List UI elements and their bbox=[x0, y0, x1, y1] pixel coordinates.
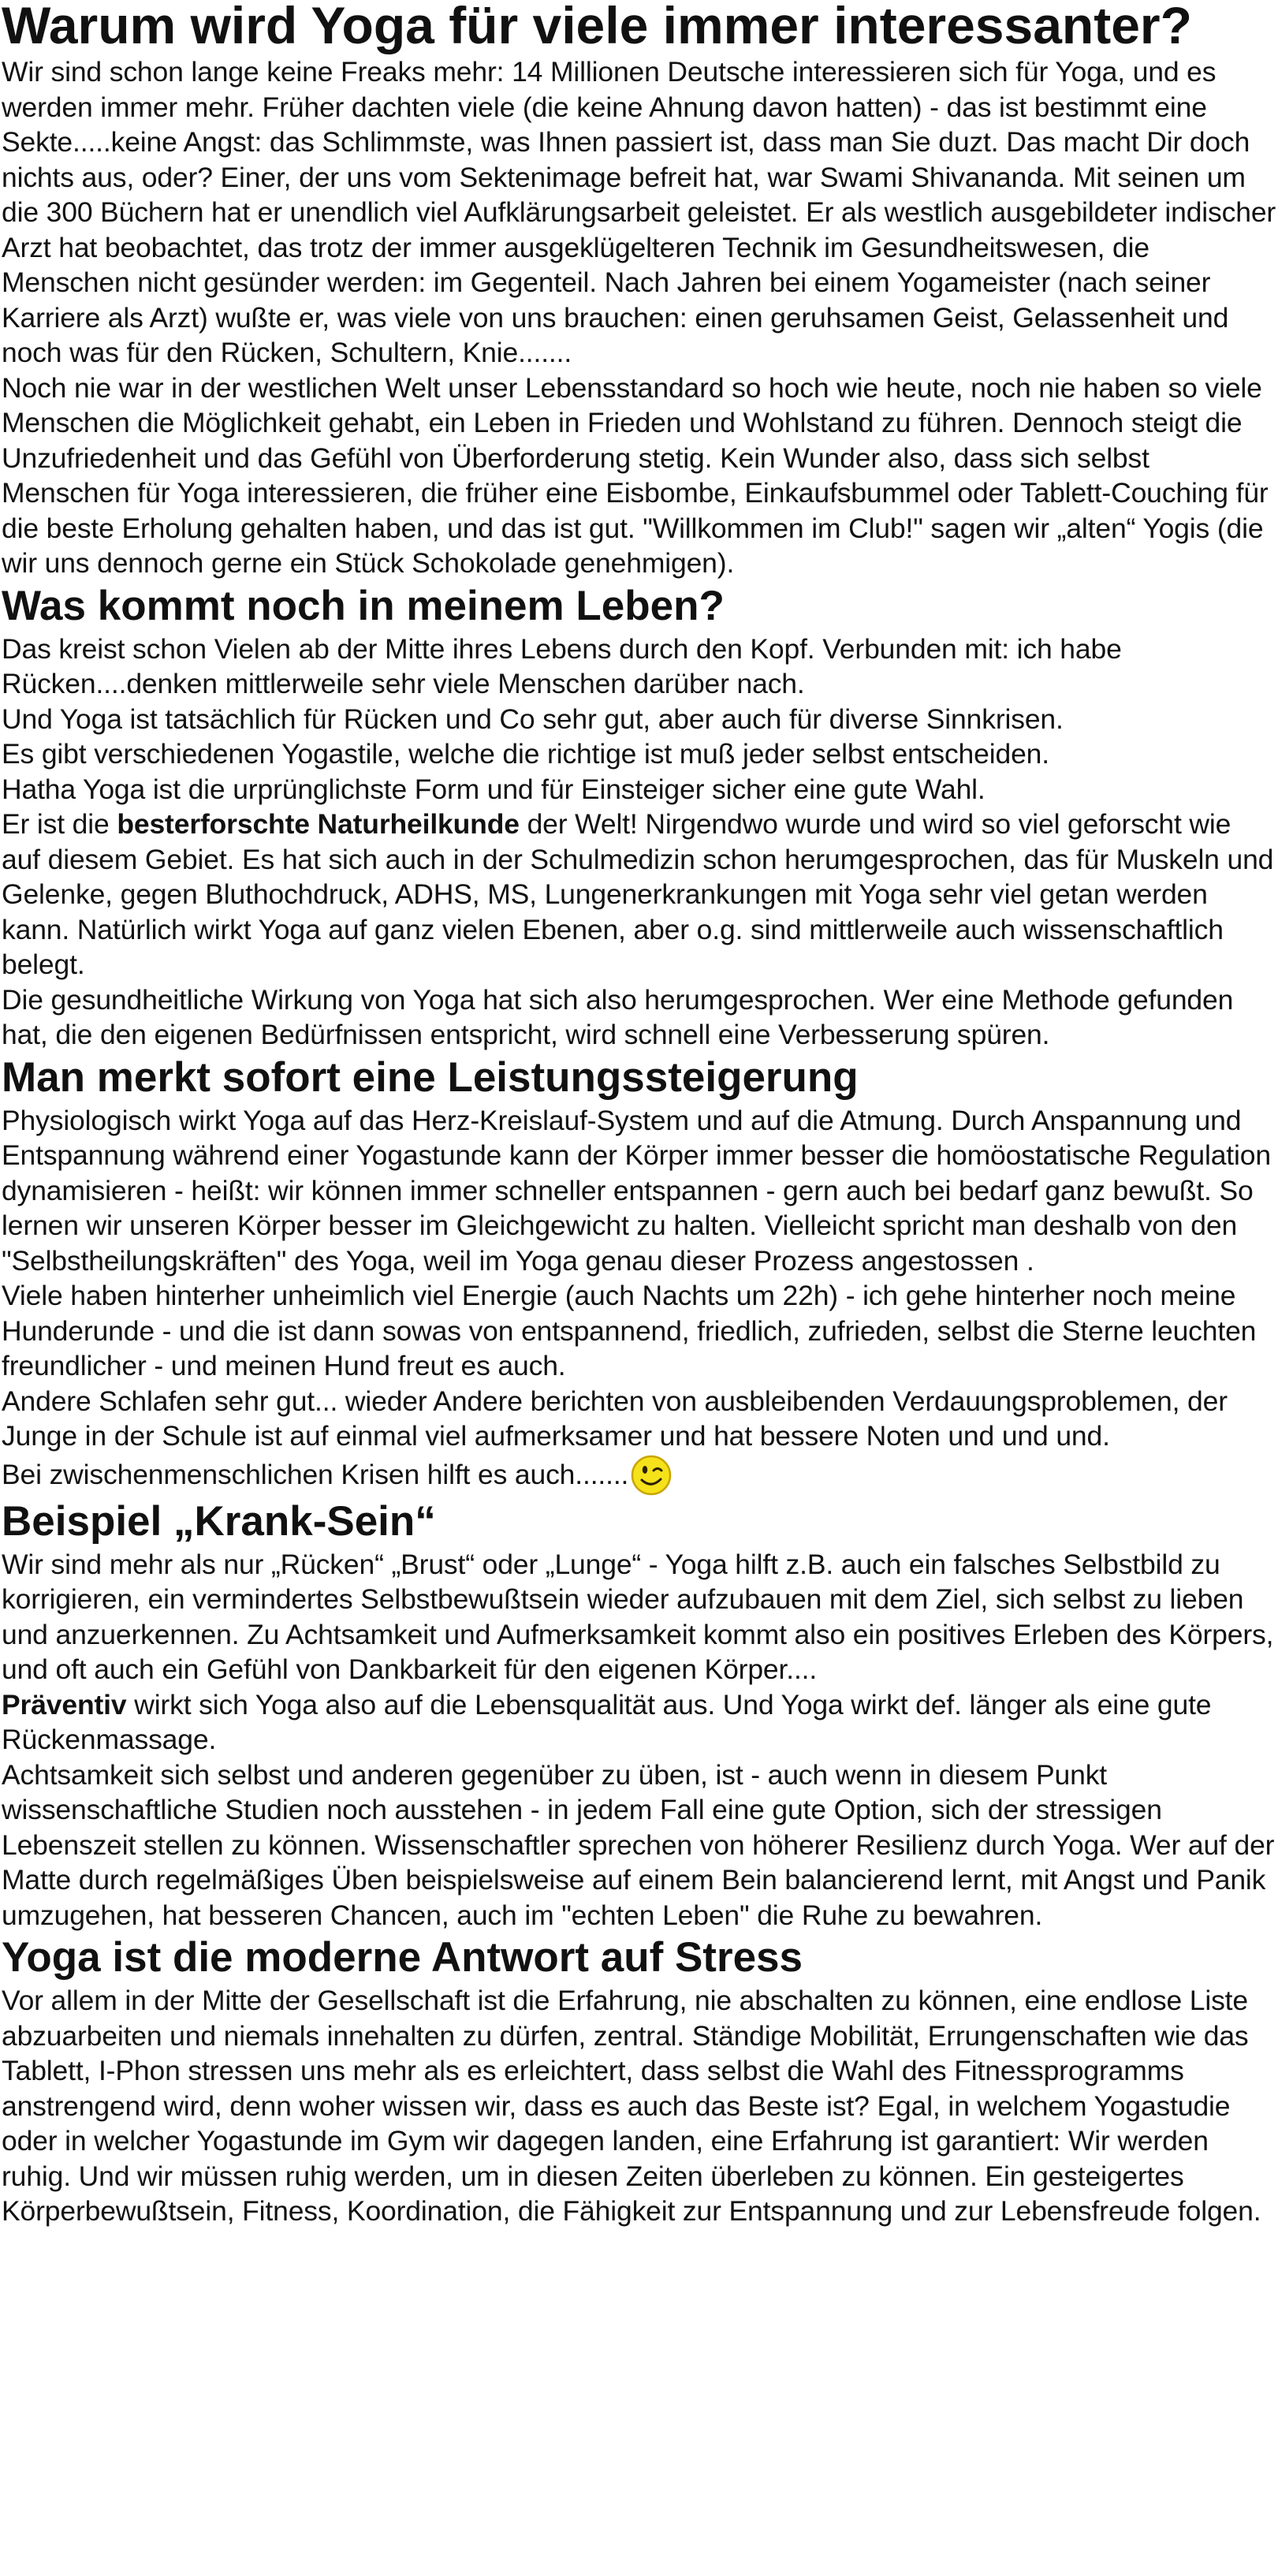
leben-paragraph-1: Das kreist schon Vielen ab der Mitte ihres Lebens durch den Kopf. Verbunden mit: ich habe Rücken....denken mittlerweile sehr viele Menschen darüber nach. bbox=[2, 632, 1122, 699]
leistung-paragraph-2: Viele haben hinterher unheimlich viel Energie (auch Nachts um 22h) - ich gehe hinterher noch meine Hunderunde - und die ist dann sowas von entspannend, friedlich, zufrieden, selbst die Sterne leuchten freundlicher - und meinen Hund freut es auch. bbox=[2, 1280, 1257, 1381]
intro-paragraph-1: Wir sind schon lange keine Freaks mehr: 14 Millionen Deutsche interessieren sich für Yoga, und es werden immer mehr. Früher dachten viele (die keine Ahnung davon hatten) - das ist bestimmt eine Sekte.....keine Angst: das Schlimmste, was Ihnen passiert ist, dass man Sie duzt. Das macht Dir doch nichts aus, oder? Einer, der uns vom Sektenimage befreit hat, war Swami Shivananda. Mit seinen um die 300 Büchern hat er unendlich viel Aufklärungsarbeit geleistet. Er als westlich ausgebildeter indischer Arzt hat beobachtet, das trotz der immer ausgeklügelteren Technik im Gesundheitswesen, die Menschen nicht gesünder werden: im Gegenteil. Nach Jahren bei einem Yogameister (nach seiner Karriere als Arzt) wußte er, was viele von uns brauchen: einen geruhsamen Geist, Gelassenheit und noch was für den Rücken, Schultern, Knie....... bbox=[2, 56, 1276, 368]
section-heading-krank-sein: Beispiel „Krank-Sein“ bbox=[2, 1497, 436, 1545]
leben-paragraph-3: Es gibt verschiedenen Yogastile, welche die richtige ist muß jeder selbst entscheiden. bbox=[2, 738, 1049, 770]
leistung-paragraph-3: Andere Schlafen sehr gut... wieder Andere berichten von ausbleibenden Verdauungsproblemen, der Junge in der Schule ist auf einmal viel aufmerksamer und hat bessere Noten und und und. bbox=[2, 1385, 1228, 1452]
naturheilkunde-emphasis: besterforschte Naturheilkunde bbox=[117, 808, 520, 840]
praeventiv-emphasis: Präventiv bbox=[2, 1688, 127, 1720]
winking-smiley-icon bbox=[630, 1454, 673, 1497]
krank-sein-paragraph-1: Wir sind mehr als nur „Rücken“ „Brust“ oder „Lunge“ - Yoga hilft z.B. auch ein falsches Selbstbild zu korrigieren, ein vermindertes Selbstbewußtsein wieder aufzubauen mit dem Ziel, sich selbst zu lieben und anzuerkennen. Zu Achtsamkeit und Aufmerksamkeit kommt also ein positives Erleben des Körpers, und oft auch ein Gefühl von Dankbarkeit für den eigenen Körper.... bbox=[2, 1548, 1274, 1685]
leistung-paragraph-1: Physiologisch wirkt Yoga auf das Herz-Kreislauf-System und auf die Atmung. Durch Anspannung und Entspannung während einer Yogastunde kann der Körper immer besser die homöostatische Regulation dynamisieren - heißt: wir können immer schneller entspannen - gern auch bei bedarf ganz bewußt. So lernen wir unseren Körper besser im Gleichgewicht zu halten. Vielleicht spricht man deshalb von den "Selbstheilungskräften" des Yoga, weil im Yoga genau dieser Prozess angestossen . bbox=[2, 1104, 1271, 1277]
krank-sein-paragraph-3: Achtsamkeit sich selbst und anderen gegenüber zu üben, ist - auch wenn in diesem Punkt wissenschaftliche Studien noch ausstehen - in jedem Fall eine gute Option, sich der stressigen Lebenszeit stellen zu können. Wissenschaftler sprechen von höherer Resilienz durch Yoga. Wer auf der Matte durch regelmäßiges Üben beispielsweise auf einem Bein balancierend lernt, mit Angst und Panik umzugehen, hat besseren Chancen, auch im "echten Leben" die Ruhe zu bewahren. bbox=[2, 1758, 1275, 1931]
page-title: Warum wird Yoga für viele immer interessanter? bbox=[2, 0, 1192, 54]
section-heading-stress: Yoga ist die moderne Antwort auf Stress bbox=[2, 1934, 803, 1981]
smiley-face bbox=[632, 1456, 670, 1494]
leben-paragraph-2: Und Yoga ist tatsächlich für Rücken und Co sehr gut, aber auch für diverse Sinnkrisen. bbox=[2, 703, 1064, 735]
section-heading-leben: Was kommt noch in meinem Leben? bbox=[2, 582, 725, 629]
section-heading-leistung: Man merkt sofort eine Leistungssteigerung bbox=[2, 1053, 859, 1101]
stress-paragraph-1: Vor allem in der Mitte der Gesellschaft ist die Erfahrung, nie abschalten zu können, eine endlose Liste abzuarbeiten und niemals innehalten zu dürfen, zentral. Ständige Mobilität, Errungenschaften wie das Tablett, I-Phon stressen uns mehr als es erleichtert, dass selbst die Wahl des Fitnessprogramms anstrengend wird, denn woher wissen wir, dass es auch das Beste ist? Egal, in welchem Yogastudie oder in welcher Yogastunde im Gym wir dagegen landen, eine Erfahrung ist garantiert: Wir werden ruhig. Und wir müssen ruhig werden, um in diesen Zeiten überleben zu können. Ein gesteigertes Körperbewußtsein, Fitness, Koordination, die Fähigkeit zur Entspannung und zur Lebensfreude folgen. bbox=[2, 1985, 1261, 2227]
leben-paragraph-5 bbox=[2, 807, 1276, 982]
krank-sein-paragraph-2-post: wirkt sich Yoga also auf die Lebensqualität aus. Und Yoga wirkt def. länger als eine gute Rückenmassage. bbox=[2, 1688, 1212, 1755]
leben-paragraph-5-pre: Er ist die bbox=[2, 808, 117, 840]
leben-paragraph-5-post: der Welt! Nirgendwo wurde und wird so viel geforscht wie auf diesem Gebiet. Es hat sich auch in der Schulmedizin schon herumgesprochen, das für Muskeln und Gelenke, gegen Bluthochdruck, ADHS, MS, Lungenerkrankungen mit Yoga sehr viel getan werden kann. Natürlich wirkt Yoga auf ganz vielen Ebenen, aber o.g. sind mittlerweile auch wissenschaftlich belegt. bbox=[2, 808, 1274, 980]
leistung-paragraph-4-text: Bei zwischenmenschlichen Krisen hilft es auch....... bbox=[2, 1458, 629, 1490]
leben-paragraph-6: Die gesundheitliche Wirkung von Yoga hat sich also herumgesprochen. Wer eine Methode gefunden hat, die den eigenen Bedürfnissen entspricht, wird schnell eine Verbesserung spüren. bbox=[2, 983, 1234, 1050]
leistung-paragraph-4 bbox=[2, 1454, 1276, 1497]
leben-paragraph-4: Hatha Yoga ist die urprünglichste Form und für Einsteiger sicher eine gute Wahl. bbox=[2, 773, 986, 805]
smiley-left-eye bbox=[643, 1466, 647, 1474]
krank-sein-paragraph-2 bbox=[2, 1687, 1276, 1758]
intro-paragraph-2: Noch nie war in der westlichen Welt unser Lebensstandard so hoch wie heute, noch nie haben so viele Menschen die Möglichkeit gehabt, ein Leben in Frieden und Wohlstand zu führen. Dennoch steigt die Unzufriedenheit und das Gefühl von Überforderung stetig. Kein Wunder also, dass sich selbst Menschen für Yoga interessieren, die früher eine Eisbombe, Einkaufsbummel oder Tablett-Couching für die beste Erholung gehalten haben, und das ist gut. "Willkommen im Club!" sagen wir „alten“ Yogis (die wir uns dennoch gerne ein Stück Schokolade genehmigen). bbox=[2, 371, 1269, 579]
